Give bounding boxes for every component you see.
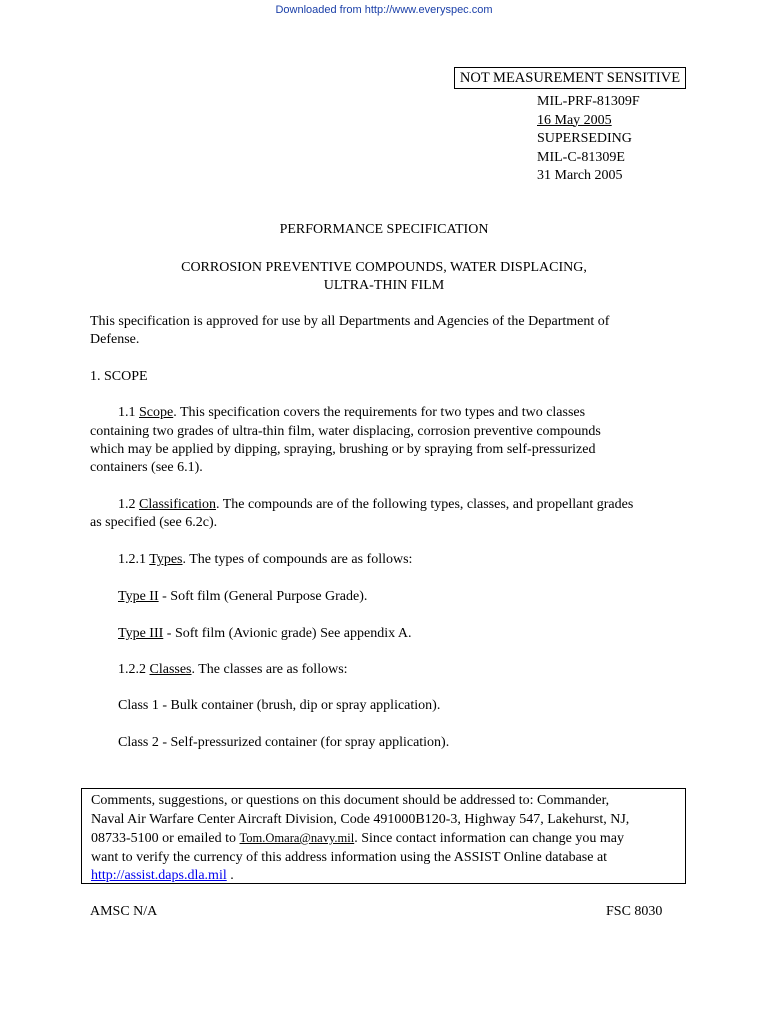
- fsc-code: FSC 8030: [606, 904, 663, 919]
- approval-line-2: Defense.: [90, 332, 140, 347]
- class-2-item: Class 2 - Self-pressurized container (for spray application).: [118, 735, 450, 750]
- paragraph-1-1-line-1: [118, 404, 585, 422]
- type-ii-item: [118, 588, 367, 606]
- paragraph-1-1-line-2: containing two grades of ultra-thin film, water displacing, corrosion preventive compounds: [90, 424, 601, 439]
- superseded-number: MIL-C-81309E: [537, 149, 625, 165]
- paragraph-1-2-1: [118, 551, 412, 569]
- comments-line-3: [91, 829, 677, 849]
- paragraph-text: . The types of compounds are as follows:: [182, 552, 413, 567]
- section-number: 1.2: [118, 497, 139, 512]
- section-number: 1.2.2: [118, 662, 150, 677]
- title-line-1: CORROSION PREVENTIVE COMPOUNDS, WATER DISPLACING,: [181, 260, 587, 275]
- paragraph-1-1-line-3: which may be applied by dipping, spraying, brushing or by spraying from self-pressurized: [90, 442, 596, 457]
- comments-line-5: [91, 867, 677, 886]
- type-iii-item: [118, 625, 411, 643]
- section-number: 1.1: [118, 405, 139, 420]
- class-1-item: Class 1 - Bulk container (brush, dip or spray application).: [118, 698, 441, 713]
- amsc-code: AMSC N/A: [90, 904, 158, 919]
- comments-text: . Since contact information can change you may: [354, 831, 624, 846]
- superseding-label: SUPERSEDING: [537, 131, 632, 146]
- everyspec-link[interactable]: [275, 4, 492, 16]
- paragraph-1-1-line-4: containers (see 6.1).: [90, 460, 203, 475]
- download-url: http://www.everyspec.com: [364, 4, 493, 16]
- section-title: Classification: [139, 497, 216, 512]
- paragraph-text: . The compounds are of the following types, classes, and propellant grades: [216, 497, 634, 512]
- type-ii-label: Type II: [118, 589, 159, 604]
- download-prefix: Downloaded from: [275, 4, 365, 16]
- paragraph-text: . This specification covers the requirements for two types and two classes: [173, 405, 586, 420]
- type-iii-text: - Soft film (Avionic grade) See appendix A.: [163, 626, 412, 641]
- doc-date: 16 May 2005: [537, 112, 612, 128]
- comments-box: [81, 788, 686, 884]
- measurement-notice-box: NOT MEASUREMENT SENSITIVE: [454, 67, 686, 89]
- section-title: Classes: [149, 662, 192, 677]
- comments-line-2: Naval Air Warfare Center Aircraft Division, Code 491000B120-3, Highway 547, Lakehurst, NJ,: [91, 811, 630, 827]
- section-number: 1.2.1: [118, 552, 150, 567]
- paragraph-1-2-2: [118, 661, 348, 679]
- section-title: Types: [149, 552, 183, 567]
- download-source-banner: [0, 3, 768, 17]
- paragraph-text: . The classes are as follows:: [191, 662, 348, 677]
- comments-line-4: want to verify the currency of this address information using the ASSIST Online database at: [91, 849, 608, 865]
- assist-database-link[interactable]: http://assist.daps.dla.mil: [91, 868, 227, 883]
- email-link[interactable]: Tom.Omara@navy.mil: [239, 831, 355, 845]
- type-ii-text: - Soft film (General Purpose Grade).: [158, 589, 368, 604]
- paragraph-1-2-line-1: [118, 496, 633, 514]
- spec-type-heading: PERFORMANCE SPECIFICATION: [279, 222, 489, 237]
- type-iii-label: Type III: [118, 626, 164, 641]
- comments-line-1: Comments, suggestions, or questions on this document should be addressed to: Commander,: [91, 793, 610, 808]
- comments-text: 08733-5100 or emailed to: [91, 831, 240, 846]
- section-scope-heading: 1. SCOPE: [90, 369, 148, 384]
- paragraph-1-2-line-2: as specified (see 6.2c).: [90, 515, 218, 530]
- title-line-2: ULTRA-THIN FILM: [323, 278, 445, 293]
- document-identifiers: [537, 93, 640, 186]
- approval-line-1: This specification is approved for use by all Departments and Agencies of the Department of: [90, 314, 610, 329]
- superseded-date: 31 March 2005: [537, 168, 623, 183]
- doc-number: MIL-PRF-81309F: [537, 94, 640, 109]
- comments-text: .: [226, 868, 234, 883]
- section-title: Scope: [139, 405, 174, 420]
